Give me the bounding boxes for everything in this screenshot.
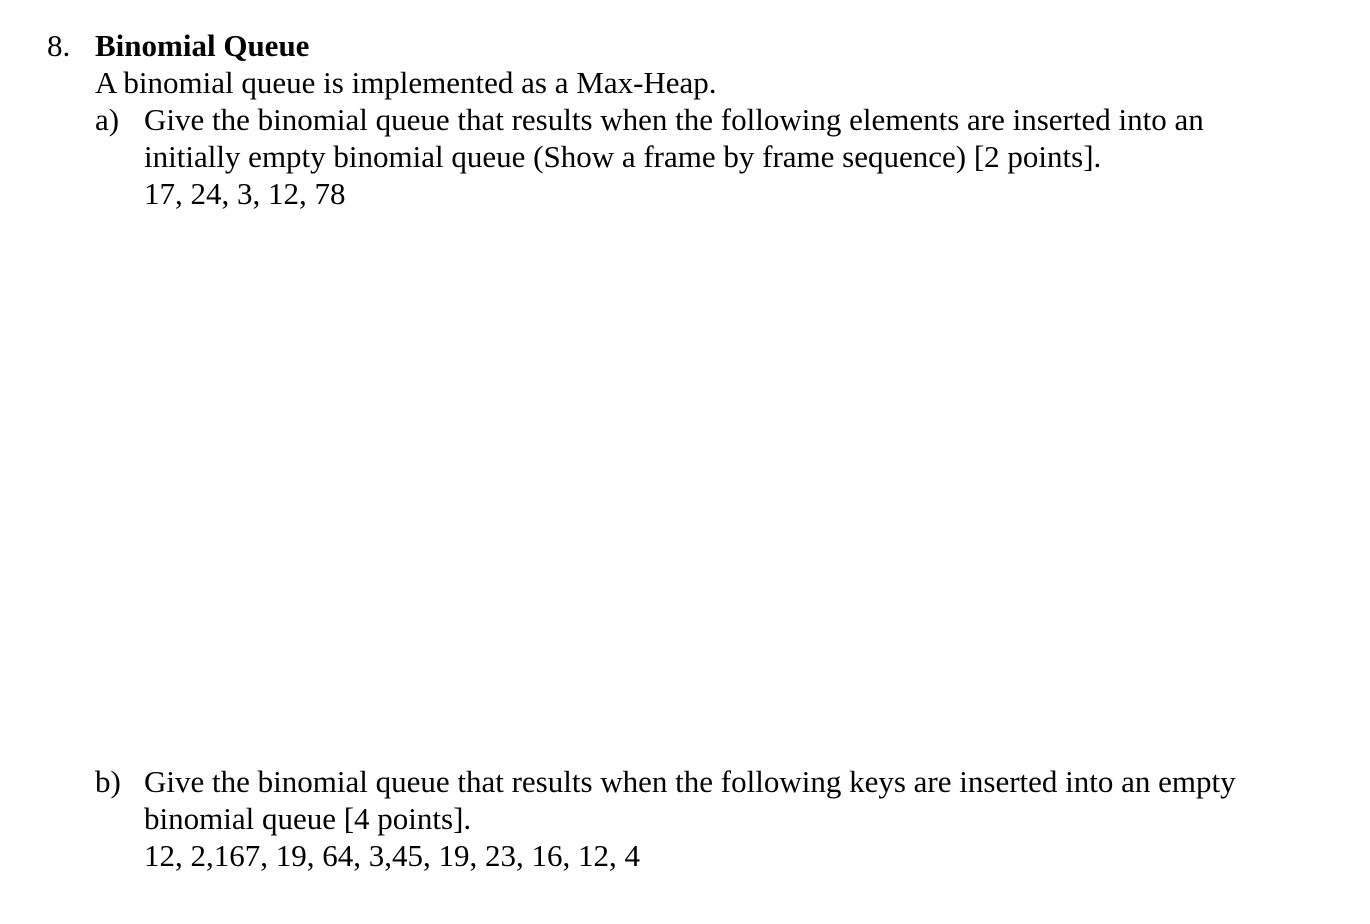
question-title: Binomial Queue (95, 28, 310, 63)
part-a-marker: a) (95, 102, 120, 137)
part-b-text (144, 763, 1354, 874)
part-a-text (144, 101, 1354, 212)
part-a-line-2: initially empty binomial queue (Show a frame by frame sequence) [2 points]. (144, 139, 1102, 174)
part-a-values: 17, 24, 3, 12, 78 (144, 176, 346, 211)
question-intro: A binomial queue is implemented as a Max-Heap. (95, 65, 717, 100)
part-a-line-1: Give the binomial queue that results when the following elements are inserted into an (144, 102, 1204, 137)
part-b-values: 12, 2,167, 19, 64, 3,45, 19, 23, 16, 12, 4 (144, 838, 640, 873)
part-b-line-2: binomial queue [4 points]. (144, 801, 472, 836)
part-b-line-1: Give the binomial queue that results when the following keys are inserted into an empty (144, 764, 1236, 799)
question-number: 8. (47, 28, 71, 63)
part-b-marker: b) (95, 764, 121, 799)
